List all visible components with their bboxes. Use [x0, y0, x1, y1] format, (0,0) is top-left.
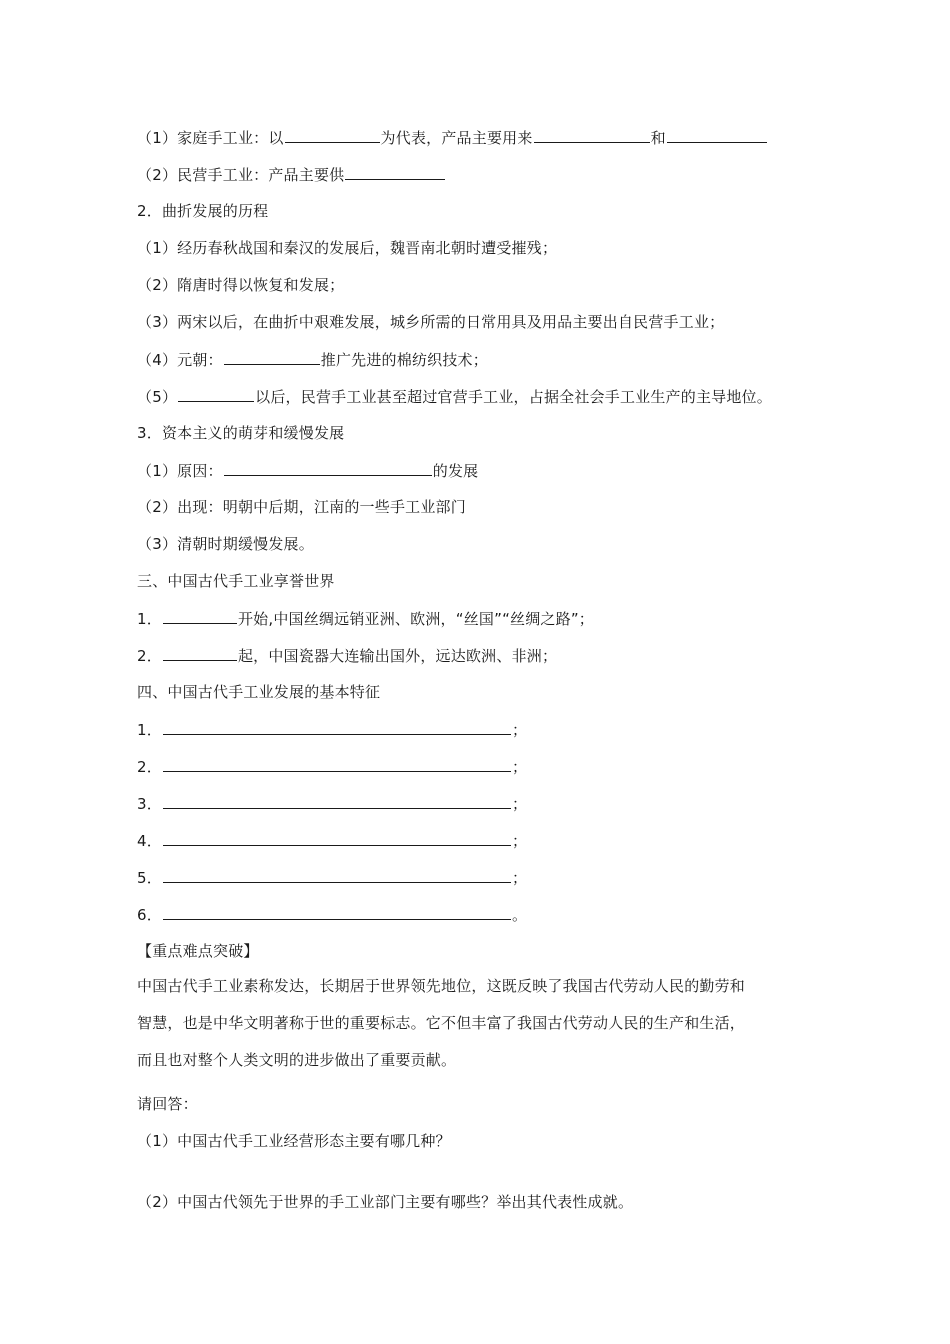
line-text: 开始,中国丝绸远销亚洲、欧洲，“丝国”“丝绸之路”；: [237, 610, 595, 628]
line-text: （1）家庭手工业：以: [137, 129, 284, 147]
paragraph-line: 中国古代手工业素称发达，长期居于世界领先地位，这既反映了我国古代劳动人民的勤劳和: [137, 977, 746, 995]
section-heading: 【重点难点突破】: [137, 942, 259, 960]
feature-item: [137, 903, 527, 925]
line-text: 2．: [137, 647, 162, 665]
answer-blank[interactable]: [285, 126, 380, 143]
section-heading: 三、中国古代手工业享誉世界: [137, 572, 335, 590]
question-item: （1）中国古代手工业经营形态主要有哪几种？: [137, 1132, 451, 1150]
line-text: 以后，民营手工业甚至超过官营手工业，占据全社会手工业生产的主导地位。: [255, 388, 772, 406]
line-text: 3．: [137, 795, 162, 813]
feature-item: [137, 866, 527, 888]
fill-line-silk: [137, 607, 594, 629]
fill-line-porcelain: [137, 644, 557, 666]
answer-blank[interactable]: [163, 792, 511, 809]
line-text: （4）元朝：: [137, 351, 223, 369]
line-text: 为代表，产品主要用来: [380, 129, 533, 147]
fill-line-private-dominance: [137, 385, 772, 407]
line-text: 。: [511, 906, 528, 924]
fill-line-yuan: [137, 348, 488, 370]
answer-blank[interactable]: [345, 163, 445, 180]
line-text: 1．: [137, 610, 162, 628]
line-text: （1）原因：: [137, 462, 223, 480]
line-text: 2．: [137, 758, 162, 776]
paragraph-line: 而且也对整个人类文明的进步做出了重要贡献。: [137, 1051, 457, 1069]
section-heading: 2．曲折发展的历程: [137, 202, 269, 220]
question-item: （2）中国古代领先于世界的手工业部门主要有哪些？举出其代表性成就。: [137, 1193, 634, 1211]
answer-blank[interactable]: [163, 755, 511, 772]
answer-blank[interactable]: [224, 459, 432, 476]
answer-blank[interactable]: [178, 385, 254, 402]
fill-line-reason: [137, 459, 478, 481]
line-text: 推广先进的棉纺织技术；: [320, 351, 488, 369]
line-text: （5）: [137, 388, 178, 406]
line-text: 起，中国瓷器大连输出国外，远达欧洲、非洲；: [237, 647, 558, 665]
feature-item: [137, 718, 527, 740]
line-text: 和: [650, 129, 666, 147]
line-text: （2）民营手工业：产品主要供: [137, 166, 345, 184]
line-text: 的发展: [432, 462, 479, 480]
feature-item: [137, 829, 527, 851]
line-text: 6．: [137, 906, 162, 924]
line-text: ；: [511, 869, 528, 887]
answer-blank[interactable]: [163, 829, 511, 846]
answer-blank[interactable]: [163, 718, 511, 735]
paragraph-line: 智慧，也是中华文明著称于世的重要标志。它不但丰富了我国古代劳动人民的生产和生活，: [137, 1014, 746, 1032]
line-text: ；: [511, 721, 528, 739]
list-item: （3）两宋以后，在曲折中艰难发展，城乡所需的日常用具及用品主要出自民营手工业；: [137, 313, 725, 331]
line-text: 5．: [137, 869, 162, 887]
feature-item: [137, 755, 527, 777]
answer-blank[interactable]: [534, 126, 650, 143]
fill-line-household-craft: [137, 126, 768, 148]
answer-blank[interactable]: [163, 607, 237, 624]
line-text: 4．: [137, 832, 162, 850]
answer-blank[interactable]: [224, 348, 320, 365]
line-text: ；: [511, 832, 528, 850]
line-text: ；: [511, 795, 528, 813]
section-heading: 四、中国古代手工业发展的基本特征: [137, 683, 381, 701]
answer-blank[interactable]: [163, 644, 237, 661]
answer-blank[interactable]: [163, 903, 511, 920]
answer-prompt: 请回答：: [137, 1095, 198, 1113]
fill-line-private-craft: [137, 163, 446, 185]
section-heading: 3．资本主义的萌芽和缓慢发展: [137, 424, 345, 442]
list-item: （2）出现：明朝中后期，江南的一些手工业部门: [137, 498, 466, 516]
list-item: （2）隋唐时得以恢复和发展；: [137, 276, 345, 294]
list-item: （3）清朝时期缓慢发展。: [137, 535, 314, 553]
list-item: （1）经历春秋战国和秦汉的发展后，魏晋南北朝时遭受摧残；: [137, 239, 558, 257]
passage-paragraph: [137, 975, 827, 1086]
feature-item: [137, 792, 527, 814]
answer-blank[interactable]: [163, 866, 511, 883]
answer-blank[interactable]: [667, 126, 767, 143]
line-text: ；: [511, 758, 528, 776]
line-text: 1．: [137, 721, 162, 739]
